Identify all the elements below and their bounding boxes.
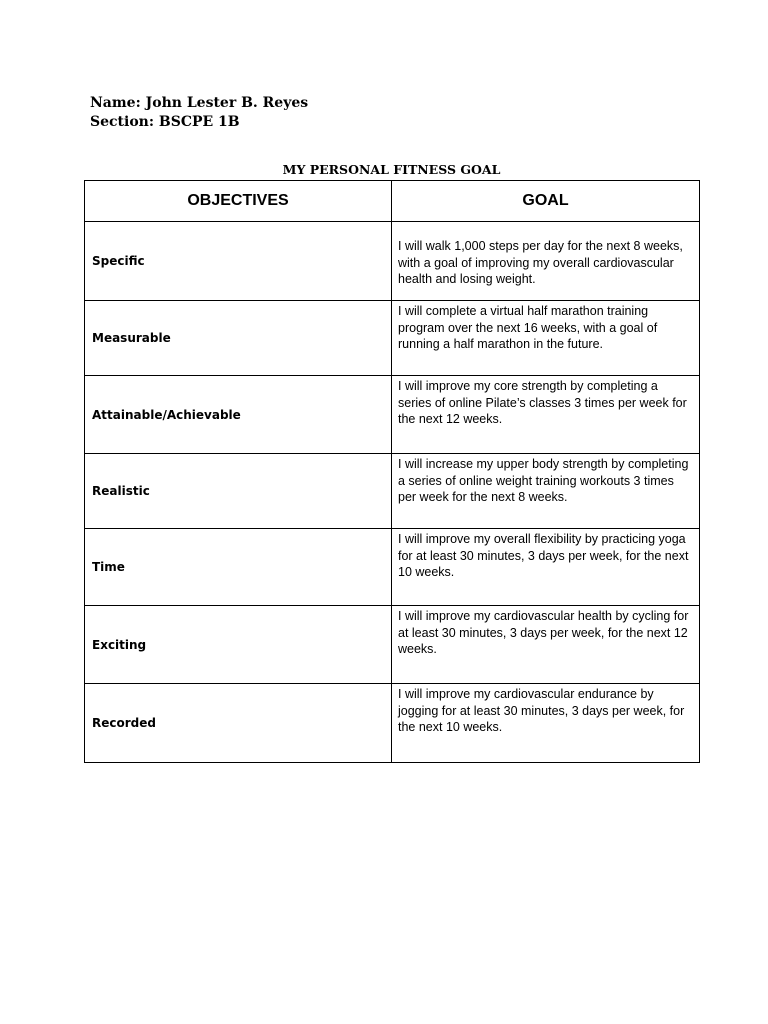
objective-cell: Exciting xyxy=(85,606,392,684)
document-title: MY PERSONAL FITNESS GOAL xyxy=(282,162,501,177)
student-info xyxy=(90,94,308,132)
goal-cell: I will increase my upper body strength by completing a series of online weight training workouts 3 times per week for the next 8 weeks. xyxy=(392,454,700,529)
table-row xyxy=(85,684,700,763)
objective-cell: Specific xyxy=(85,222,392,301)
column-header-objectives: OBJECTIVES xyxy=(85,181,392,222)
objective-cell: Measurable xyxy=(85,301,392,376)
table-row xyxy=(85,454,700,529)
column-header-goal: GOAL xyxy=(392,181,700,222)
student-name: Name: John Lester B. Reyes xyxy=(90,95,309,111)
goal-cell: I will walk 1,000 steps per day for the next 8 weeks, with a goal of improving my overall cardiovascular health and losing weight. xyxy=(392,222,700,301)
goal-cell: I will improve my cardiovascular health by cycling for at least 30 minutes, 3 days per week, for the next 12 weeks. xyxy=(392,606,700,684)
goal-cell: I will improve my overall flexibility by practicing yoga for at least 30 minutes, 3 days per week, for the next 10 weeks. xyxy=(392,529,700,606)
table-row xyxy=(85,222,700,301)
objective-cell: Realistic xyxy=(85,454,392,529)
goal-cell: I will improve my core strength by completing a series of online Pilate’s classes 3 times per week for the next 12 weeks. xyxy=(392,376,700,454)
student-section: Section: BSCPE 1B xyxy=(90,114,240,130)
objective-cell: Time xyxy=(85,529,392,606)
table-row xyxy=(85,376,700,454)
goal-cell: I will complete a virtual half marathon training program over the next 16 weeks, with a goal of running a half marathon in the future. xyxy=(392,301,700,376)
objective-cell: Recorded xyxy=(85,684,392,763)
goal-cell: I will improve my cardiovascular endurance by jogging for at least 30 minutes, 3 days per week, for the next 10 weeks. xyxy=(392,684,700,763)
table-header-row xyxy=(85,181,700,222)
table-row xyxy=(85,606,700,684)
objective-cell: Attainable/Achievable xyxy=(85,376,392,454)
table-row xyxy=(85,529,700,606)
table-row xyxy=(85,301,700,376)
fitness-goal-table xyxy=(84,180,700,763)
